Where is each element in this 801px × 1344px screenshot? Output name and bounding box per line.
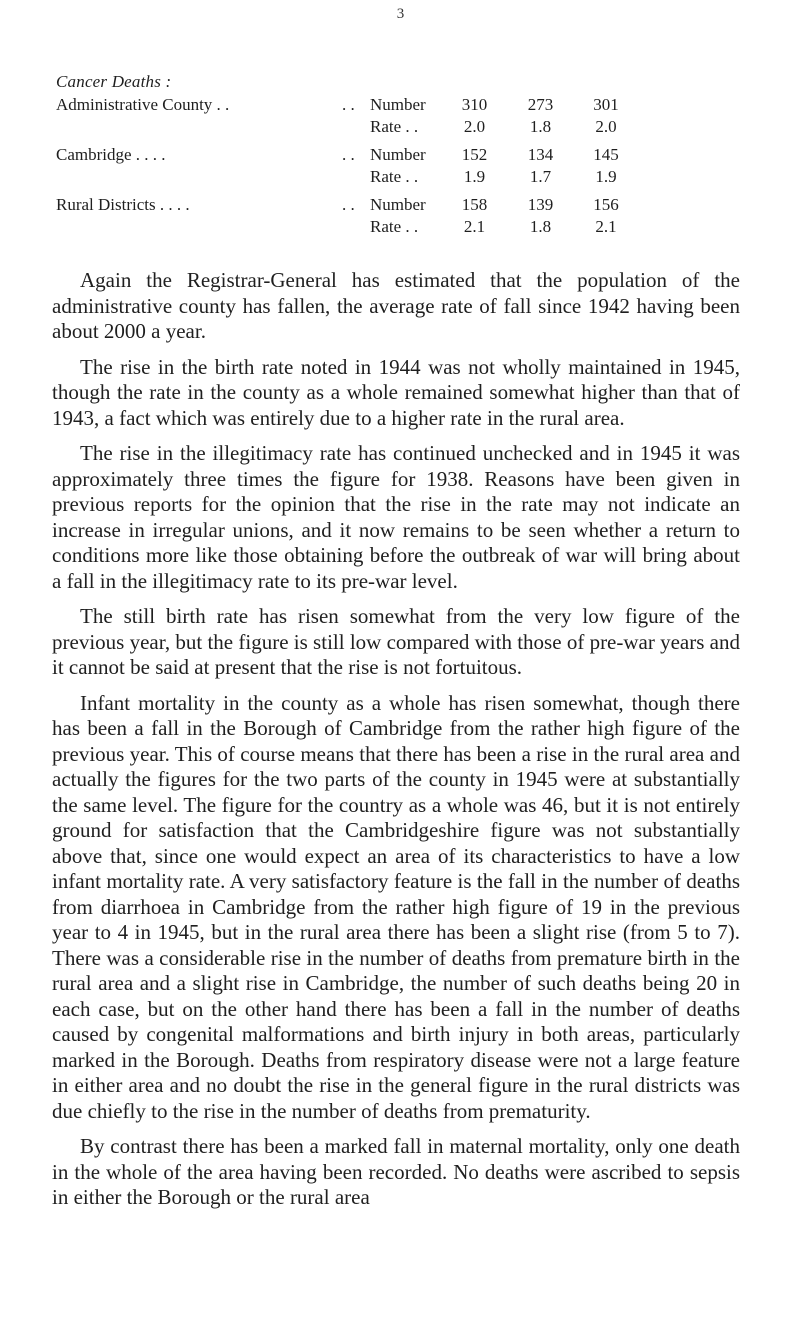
paragraph-population: Again the Registrar-General has estimated that the population of the administrative county has fallen, the average rate of fall since 1942 having been about 2000 a year.: [52, 268, 740, 343]
table-cell: 139: [527, 195, 554, 214]
paragraph-infant-mortality: Infant mortality in the county as a whole has risen somewhat, though there has been a fall in the Borough of Cambridge from the rather high figure of the previous year. This of course means that there has been a rise in the rural area and actually the figures for the two parts of the county in 1945 were at substantially the same level. The figure for the country as a whole was 46, but it is not entirely ground for satisfaction that the Cambridgeshire figure was not substantially above that, since one would expect an area of its characteristics to have a low infant mortality rate. A very satisfactory feature is the fall in the number of deaths from diarrhoea in Cambridge from the rather high figure of 19 in the previous year to 4 in 1945, but in the rural area there has been a slight rise (from 5 to 7). There was a considerable rise in the number of deaths from premature birth in the rural area and a slight rise in Cambridge, the number of such deaths being 20 in each case, but on the other hand there has been a fall in the number of deaths caused by congenital malformations and birth injury in both areas, particularly marked in the Borough. Deaths from respiratory disease were not a large feature in either area and no doubt the rise in the general figure in the rural districts was due chiefly to the rise in the number of deaths from prematurity.: [52, 690, 740, 1123]
paragraph-maternal-mortality: By contrast there has been a marked fall in maternal mortality, only one death in the whole of the area having been recorded. No deaths were ascribed to sepsis in either the Borough or the rural area: [52, 1134, 740, 1209]
table-cell: 310: [461, 95, 488, 114]
table-cell: 2.0: [463, 117, 486, 136]
paragraph-still-birth: The still birth rate has risen somewhat from the very low figure of the previous year, but the figure is still low compared with those of pre-war years and it cannot be said at present that the rise is not fortuitous.: [52, 604, 740, 679]
leader-dots: [342, 216, 370, 238]
report-body: [52, 268, 740, 1221]
leader-dots: . .: [342, 95, 355, 114]
table-cell: 1.9: [463, 167, 486, 186]
area-label: [52, 216, 342, 238]
measure-label: Rate . .: [370, 117, 419, 136]
area-label: [52, 166, 342, 188]
table-cell: 273: [527, 95, 554, 114]
table-cell: 158: [461, 195, 488, 214]
table-cell: 1.8: [529, 117, 552, 136]
leader-dots: [342, 116, 370, 138]
measure-label: Number: [370, 95, 426, 114]
table-cell: 134: [527, 145, 554, 164]
measure-label: Rate . .: [370, 217, 419, 236]
paragraph-birth-rate: The rise in the birth rate noted in 1944 was not wholly maintained in 1945, though the rate in the county as a whole remained somewhat higher than that of 1943, a fact which was entirely due to a higher rate in the rural area.: [52, 354, 740, 430]
area-label: [52, 116, 342, 138]
measure-label: Number: [370, 195, 426, 214]
table-row: [52, 94, 638, 116]
page-number: 3: [396, 6, 405, 22]
table-cell: 2.1: [595, 217, 617, 236]
table-cell: 1.8: [529, 217, 552, 236]
leader-dots: . .: [342, 195, 355, 214]
table-row: [52, 116, 638, 138]
area-label: Administrative County . .: [56, 95, 230, 114]
paragraph-illegitimacy: The rise in the illegitimacy rate has continued unchecked and in 1945 it was approximately three times the figure for 1938. Reasons have been given in previous reports for the opinion that the rise in the rate may not indicate an increase in irregular unions, and it now remains to be seen whether a return to conditions more like those obtaining before the outbreak of war will bring about a fall in the illegitimacy rate to its pre-war level.: [52, 441, 740, 593]
cancer-deaths-table: [52, 94, 638, 238]
table-cell: 301: [593, 95, 619, 114]
measure-label: Number: [370, 145, 426, 164]
table-cell: 145: [593, 145, 619, 164]
measure-label: Rate . .: [370, 167, 419, 186]
table-cell: 1.7: [529, 167, 552, 186]
table-cell: 152: [461, 145, 488, 164]
table-cell: 2.1: [463, 217, 486, 236]
table-cell: 156: [593, 195, 619, 214]
leader-dots: [342, 166, 370, 188]
area-label: Cambridge . . . .: [56, 145, 166, 164]
area-label: Rural Districts . . . .: [56, 195, 190, 214]
table-row: [52, 144, 638, 166]
table-row: [52, 194, 638, 216]
table-cell: 1.9: [595, 167, 617, 186]
table-row: [52, 216, 638, 238]
table-row: [52, 166, 638, 188]
table-cell: 2.0: [595, 117, 617, 136]
section-heading: Cancer Deaths :: [56, 72, 172, 91]
leader-dots: . .: [342, 145, 355, 164]
